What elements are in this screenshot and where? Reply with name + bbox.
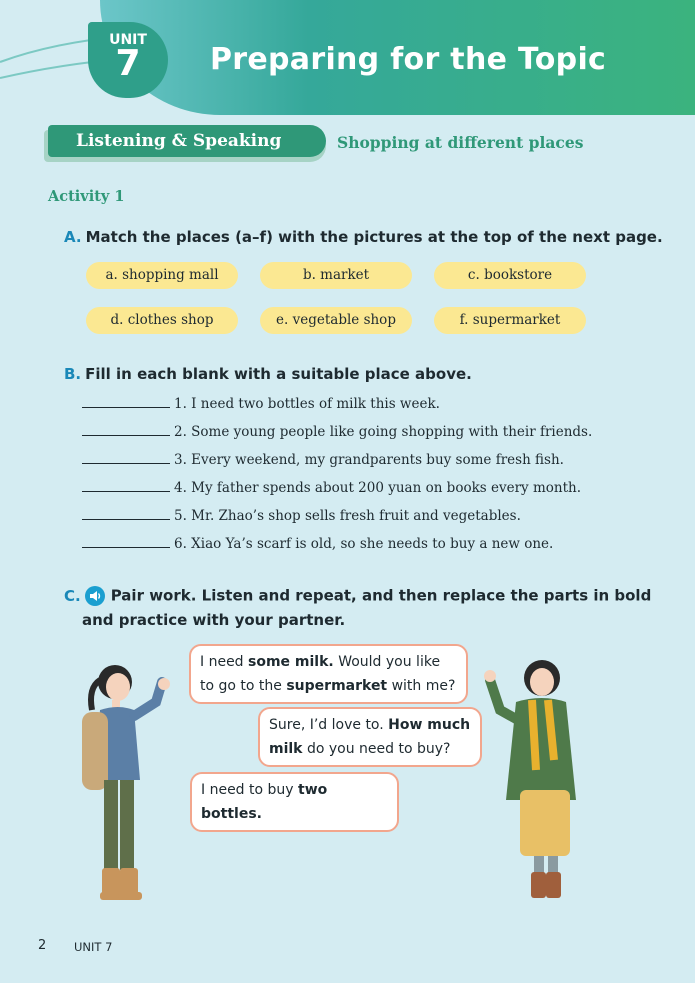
answer-blank[interactable] [82,479,170,492]
answer-blank[interactable] [82,535,170,548]
bubble-text: Sure, I’d love to. [269,717,389,733]
question-c-line2: and practice with your partner. [82,611,346,629]
bubble-text: Would you like to go to the [200,654,441,694]
fill-blank-row[interactable] [82,479,581,496]
fill-blank-row[interactable] [82,423,592,440]
question-a-text: Match the places (a–f) with the pictures at the top of the next page. [85,228,663,246]
bubble-text: do you need to buy? [302,741,451,757]
option-pill: c. bookstore [434,262,586,289]
question-a-letter: A. [64,228,82,246]
girl-left-illustration [70,650,190,910]
option-pill: e. vegetable shop [260,307,412,334]
option-pill: f. supermarket [434,307,586,334]
audio-icon[interactable] [85,586,105,606]
unit-label: UNIT [109,32,147,48]
fill-blank-row[interactable] [82,535,553,552]
question-c-line1: Pair work. Listen and repeat, and then replace the parts in bold [110,586,652,605]
answer-blank[interactable] [82,451,170,464]
question-c [64,586,651,606]
answer-blank[interactable] [82,395,170,408]
option-pill: d. clothes shop [86,307,238,334]
bubble-text: with me? [387,678,456,694]
sentence-text: 3. Every weekend, my grandparents buy some fresh fish. [174,452,564,468]
sentence-text: 4. My father spends about 200 yuan on books every month. [174,480,581,496]
question-b [64,365,472,383]
fill-blank-row[interactable] [82,507,521,524]
girl-right-illustration [478,650,598,910]
sentence-text: 2. Some young people like going shopping with their friends. [174,424,593,440]
answer-blank[interactable] [82,507,170,520]
bubble-bold-text: How much milk [269,717,471,757]
speech-bubble-3 [190,772,399,832]
sentence-text: 1. I need two bottles of milk this week. [174,396,440,412]
question-a [64,228,663,246]
section-subtitle: Shopping at different places [337,133,584,152]
question-c-letter: C. [64,586,81,605]
option-pill: a. shopping mall [86,262,238,289]
speech-bubble-2 [258,707,482,767]
question-b-letter: B. [64,365,82,383]
bubble-bold-text: two bottles. [201,782,328,822]
sentence-text: 5. Mr. Zhao’s shop sells fresh fruit and vegetables. [174,508,521,524]
activity-title: Activity 1 [48,188,125,205]
unit-badge [88,22,168,98]
bubble-text: I need to buy [201,782,299,798]
bubble-text: I need [200,654,249,670]
fill-blank-row[interactable] [82,451,564,468]
footer-unit: UNIT 7 [74,940,113,954]
answer-blank[interactable] [82,423,170,436]
section-banner: Listening & Speaking [48,125,326,157]
page-title: Preparing for the Topic [210,42,607,77]
bubble-bold-text: supermarket [286,678,388,694]
option-pill: b. market [260,262,412,289]
fill-blank-row[interactable] [82,395,440,412]
sentence-text: 6. Xiao Ya’s scarf is old, so she needs to buy a new one. [174,536,554,552]
unit-number: 7 [115,43,141,84]
speech-bubble-1 [189,644,468,704]
question-b-text: Fill in each blank with a suitable place above. [85,365,472,383]
page-number: 2 [38,938,47,953]
bubble-bold-text: some milk. [248,654,334,670]
